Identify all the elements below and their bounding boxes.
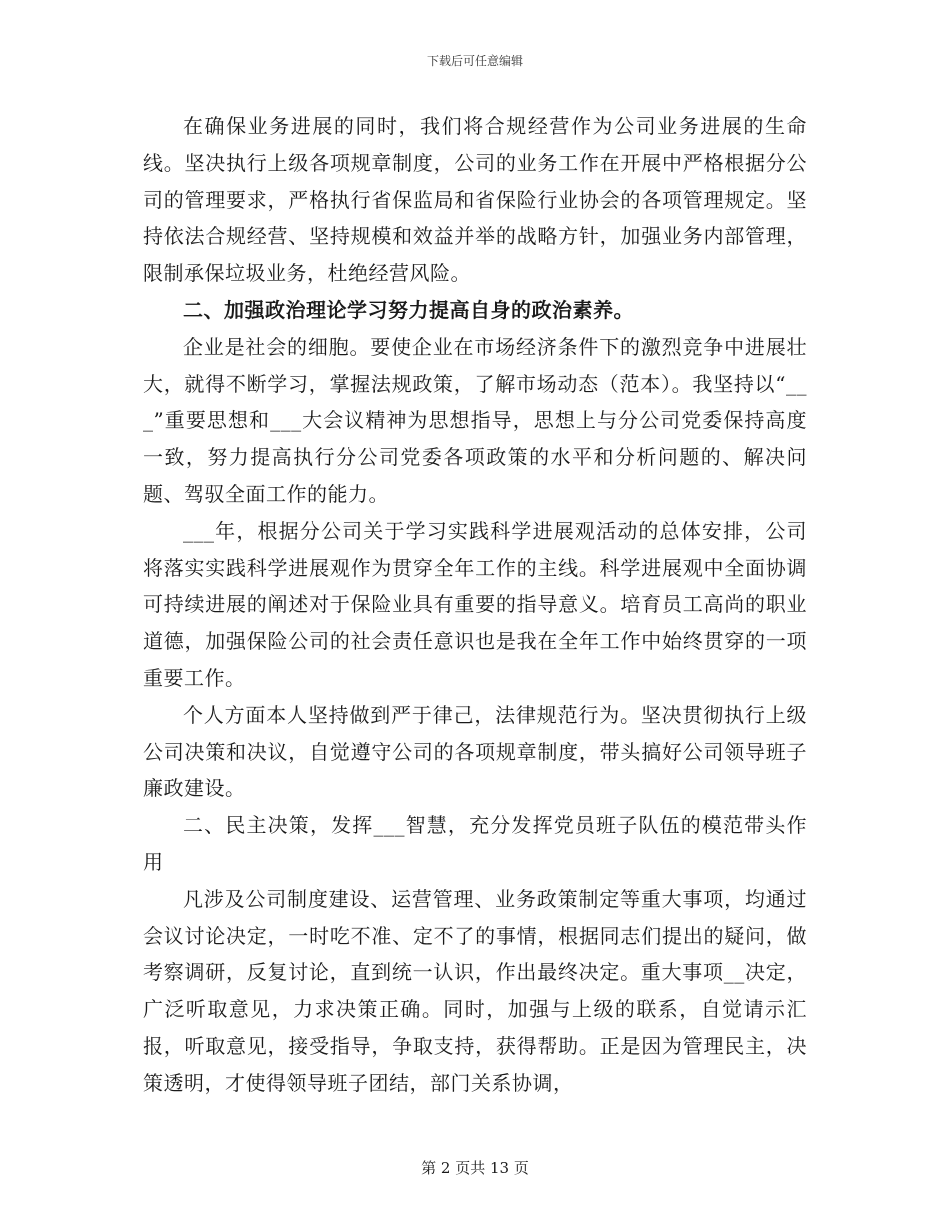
paragraph-scientific-development: ___年，根据分公司关于学习实践科学进展观活动的总体安排，公司将落实实践科学进展观作为贯穿全年工作的主线。科学进展观中全面协调可持续进展的阐述对于保险业具有重要的指导意义。培育员工高尚的职业道德，加强保险公司的社会责任意识也是我在全年工作中始终贯穿的一项重要工作。 [143,518,807,690]
page-number: 第 2 页共 13 页 [421,1159,529,1177]
section-heading-political-study: 二、加强政治理论学习努力提高自身的政治素养。 [183,297,634,322]
paragraph-compliance: 在确保业务进展的同时，我们将合规经营作为公司业务进展的生命线。坚决执行上级各项规章制度，公司的业务工作在开展中严格根据分公司的管理要求，严格执行省保监局和省保险行业协会的各项管理规定。坚持依法合规经营、坚持规模和效益并举的战略方针，加强业务内部管理，限制承保垃圾业务，杜绝经营风险。 [143,114,807,286]
paragraph-decision-process: 凡涉及公司制度建设、运营管理、业务政策制定等重大事项，均通过会议讨论决定，一时吃不准、定不了的事情，根据同志们提出的疑问，做考察调研，反复讨论，直到统一认识，作出最终决定。重大事项__决定，广泛听取意见，力求决策正确。同时，加强与上级的联系，自觉请示汇报，听取意见，接受指导，争取支持，获得帮助。正是因为管理民主，决策透明，才使得领导班子团结，部门关系协调， [143,886,807,1095]
document-body [143,108,807,1102]
section-heading-democratic-decision: 二、民主决策，发挥___智慧，充分发挥党员班子队伍的模范带头作用 [143,813,807,874]
paragraph-enterprise-learning: 企业是社会的细胞。要使企业在市场经济条件下的激烈竞争中进展壮大，就得不断学习，掌握法规政策，了解市场动态（范本）。我坚持以“___”重要思想和___大会议精神为思想指导，思想上与分公司党委保持高度一致，努力提高执行分公司党委各项政策的水平和分析问题的、解决问题、驾驭全面工作的能力。 [143,334,807,506]
page-header-note: 下载后可任意编辑 [426,54,523,68]
paragraph-personal-conduct: 个人方面本人坚持做到严于律己，法律规范行为。坚决贯彻执行上级公司决策和决议，自觉遵守公司的各项规章制度，带头搞好公司领导班子廉政建设。 [143,702,807,801]
